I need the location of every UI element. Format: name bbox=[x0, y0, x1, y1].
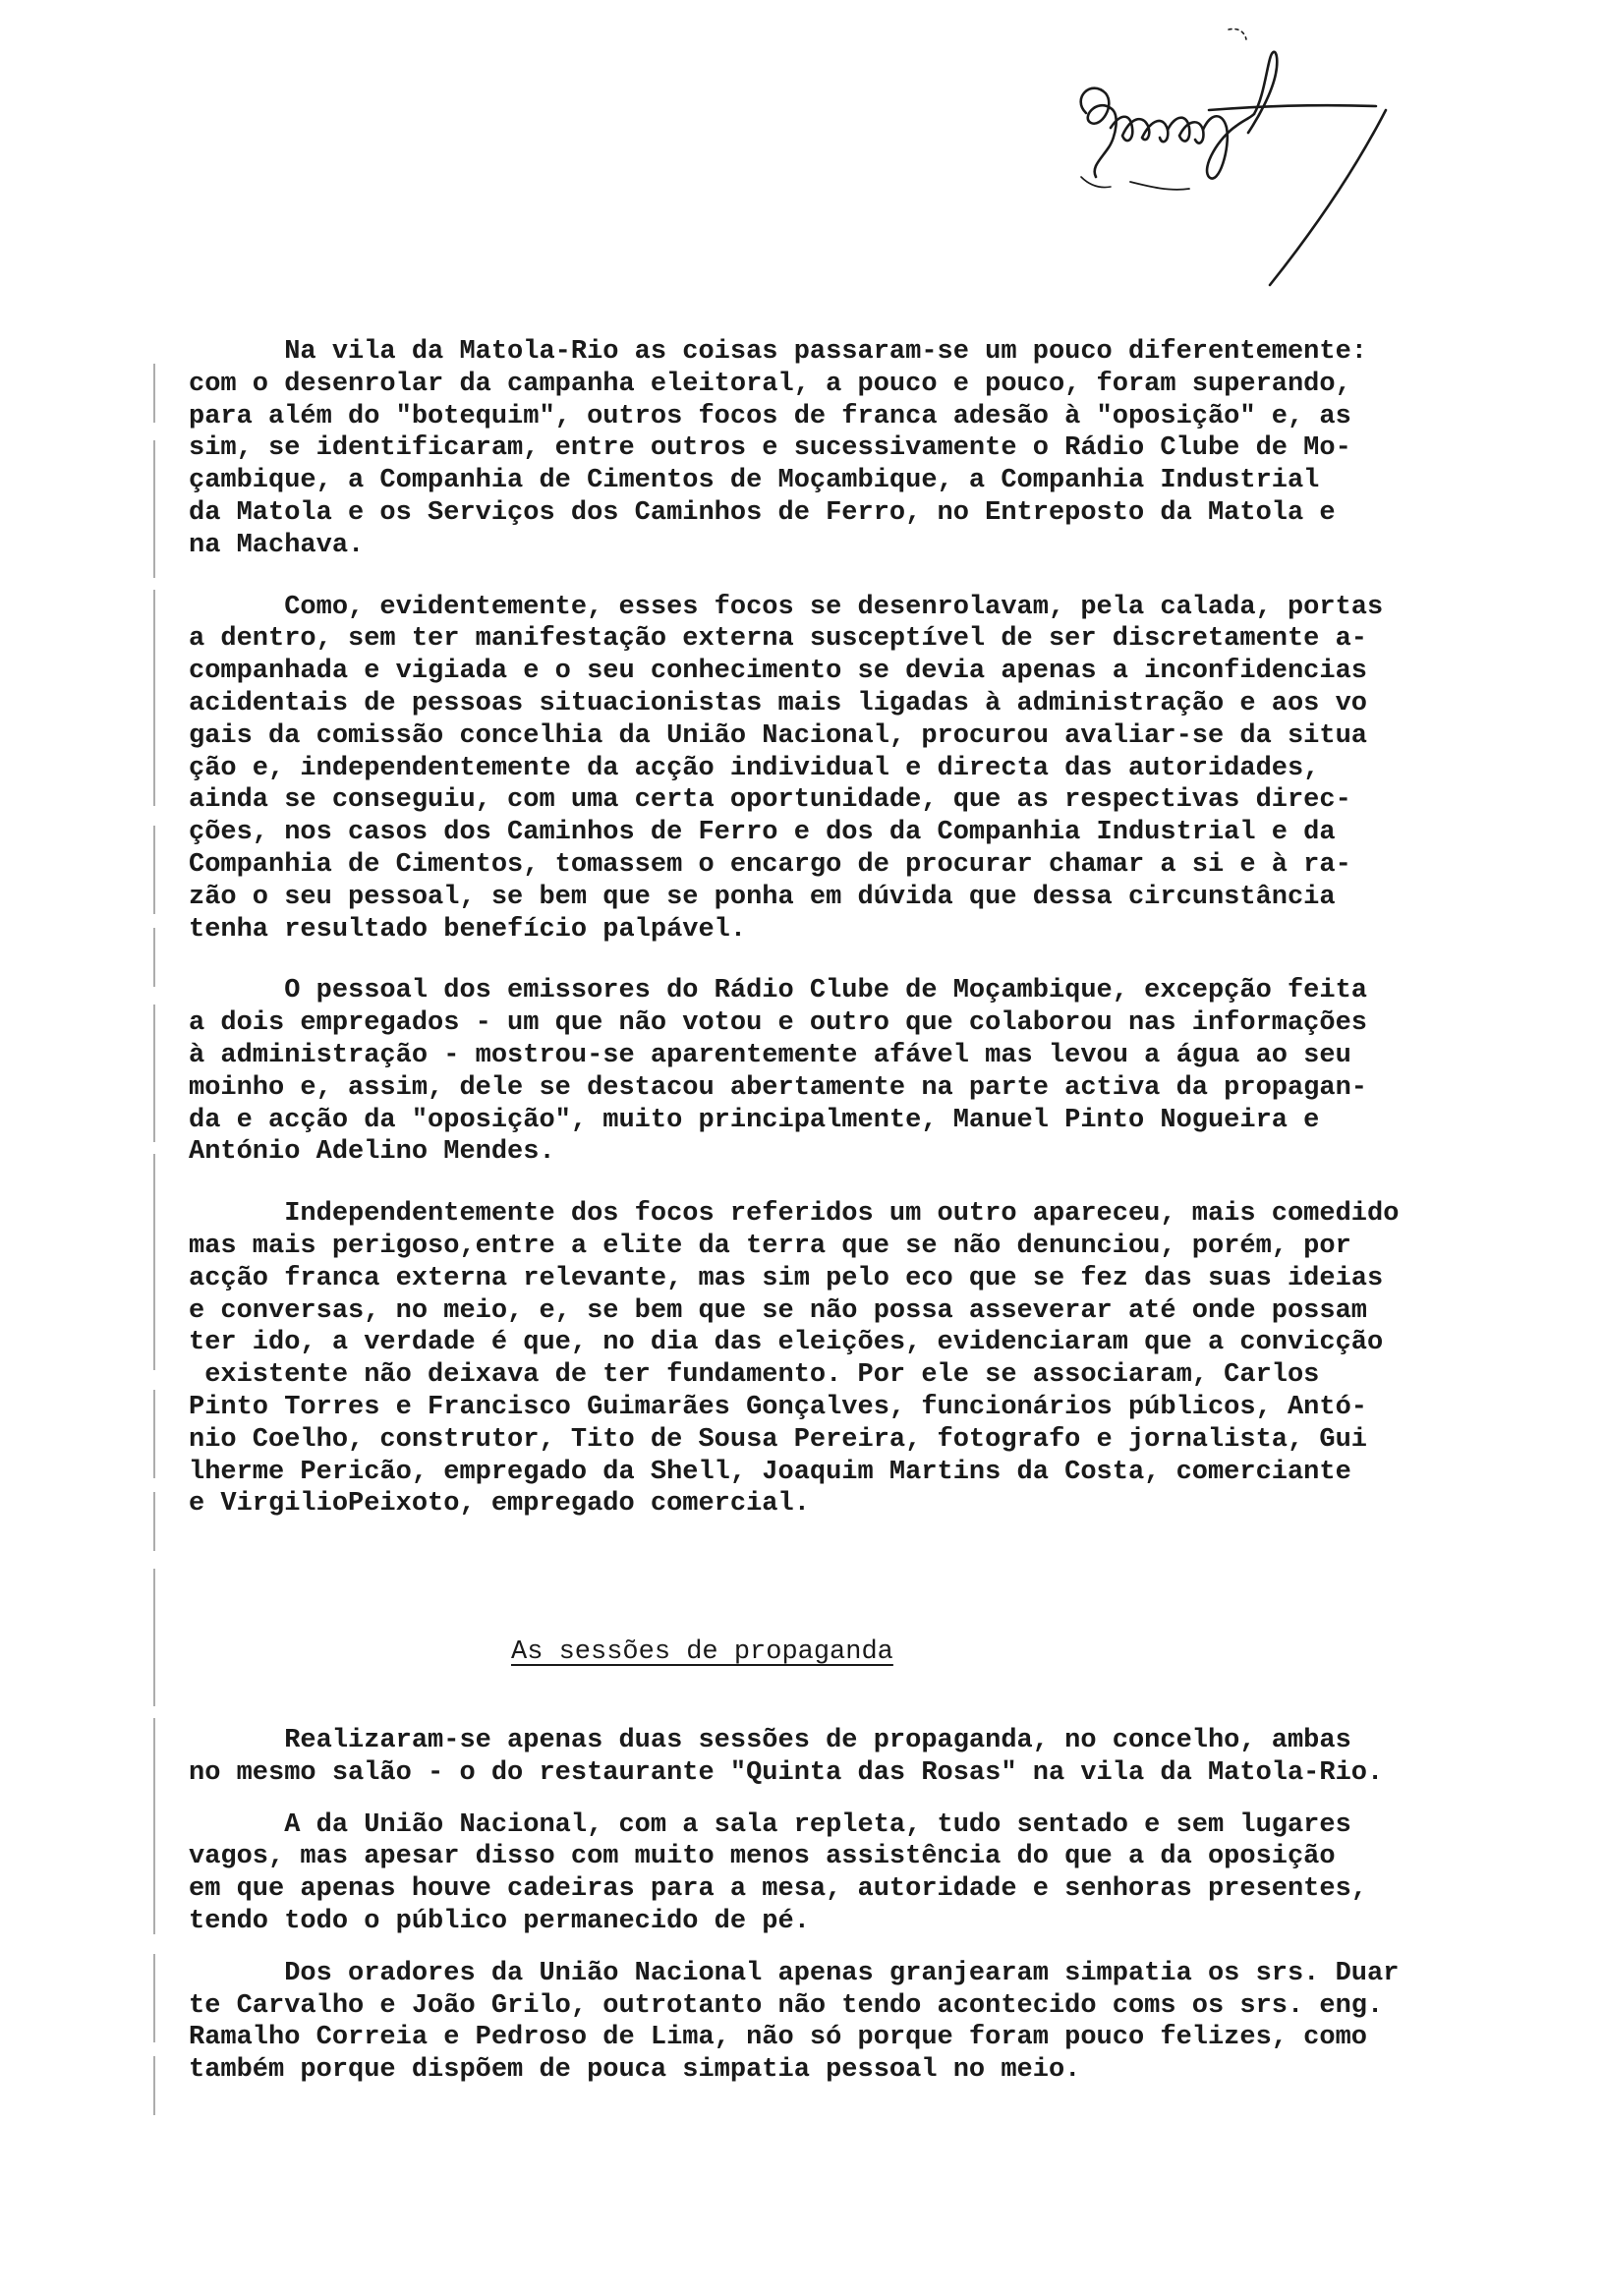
text-line: mas mais perigoso,entre a elite da terra que se não denunciou, porém, por bbox=[189, 1231, 1351, 1261]
text-line: para além do "botequim", outros focos de franca adesão à "oposição" e, as bbox=[189, 401, 1351, 431]
margin-rule bbox=[153, 364, 155, 2133]
text-line: A da União Nacional, com a sala repleta, tudo sentado e sem lugares bbox=[189, 1809, 1351, 1840]
paragraph-elite bbox=[189, 1198, 1407, 1521]
text-line: ter ido, a verdade é que, no dia das eleições, evidenciaram que a convicção bbox=[189, 1328, 1384, 1358]
text-line: tenha resultado benefício palpável. bbox=[189, 914, 747, 945]
text-line: sim, se identificaram, entre outros e sucessivamente o Rádio Clube de Mo- bbox=[189, 433, 1351, 464]
paragraph-matola-rio bbox=[189, 336, 1407, 562]
text-line: também porque dispõem de pouca simpatia pessoal no meio. bbox=[189, 2055, 1081, 2086]
text-line: em que apenas houve cadeiras para a mesa, autoridade e senhoras presentes, bbox=[189, 1874, 1367, 1905]
text-line: Dos oradores da União Nacional apenas granjearam simpatia os srs. Duar bbox=[189, 1958, 1400, 1988]
text-line: çambique, a Companhia de Cimentos de Moçambique, a Companhia Industrial bbox=[189, 466, 1320, 496]
body-text-top bbox=[189, 336, 1407, 1550]
section-heading: As sessões de propaganda bbox=[511, 1637, 893, 1667]
text-line: da Matola e os Serviços dos Caminhos de Ferro, no Entreposto da Matola e bbox=[189, 497, 1336, 528]
text-line: na Machava. bbox=[189, 530, 365, 560]
text-line: à administração - mostrou-se aparentemente afável mas levou a água ao seu bbox=[189, 1040, 1351, 1070]
paragraph-radio-clube bbox=[189, 975, 1407, 1169]
text-line: a dentro, sem ter manifestação externa susceptível de ser discretamente a- bbox=[189, 624, 1367, 655]
text-line: e conversas, no meio, e, se bem que se não possa asseverar até onde possam bbox=[189, 1295, 1367, 1326]
text-line: te Carvalho e João Grilo, outrotanto não tendo acontecido coms os srs. eng. bbox=[189, 1990, 1384, 2021]
text-line: e VirgilioPeixoto, empregado comercial. bbox=[189, 1489, 810, 1520]
paragraph-focos bbox=[189, 592, 1407, 947]
text-line: Como, evidentemente, esses focos se desenrolavam, pela calada, portas bbox=[189, 592, 1384, 622]
svg-text:Aparício: Aparício bbox=[1061, 20, 1066, 21]
text-line: com o desenrolar da campanha eleitoral, a pouco e pouco, foram superando, bbox=[189, 369, 1351, 399]
text-line: Realizaram-se apenas duas sessões de propaganda, no concelho, ambas bbox=[189, 1726, 1351, 1755]
text-line: zão o seu pessoal, se bem que se ponha em dúvida que dessa circunstância bbox=[189, 882, 1336, 912]
text-line: existente não deixava de ter fundamento. Por ele se associaram, Carlos bbox=[189, 1360, 1320, 1391]
text-line: ção e, independentemente da acção individual e directa das autoridades, bbox=[189, 753, 1320, 783]
paragraph-oradores bbox=[189, 1958, 1407, 2087]
paragraph-sessoes bbox=[189, 1725, 1407, 1790]
text-line: Ramalho Correia e Pedroso de Lima, não só porque foram pouco felizes, como bbox=[189, 2023, 1367, 2053]
text-line: a dois empregados - um que não votou e outro que colaborou nas informações bbox=[189, 1008, 1367, 1039]
text-line: moinho e, assim, dele se destacou abertamente na parte activa da propagan- bbox=[189, 1072, 1367, 1103]
text-line: ainda se conseguiu, com uma certa oportunidade, que as respectivas direc- bbox=[189, 785, 1351, 816]
text-line: lherme Pericão, empregado da Shell, Joaquim Martins da Costa, comerciante bbox=[189, 1457, 1351, 1487]
handwritten-signature bbox=[1061, 20, 1415, 305]
text-line: António Adelino Mendes. bbox=[189, 1137, 555, 1168]
text-line: Pinto Torres e Francisco Guimarães Gonçalves, funcionários públicos, Antó- bbox=[189, 1392, 1367, 1422]
text-line: ções, nos casos dos Caminhos de Ferro e dos da Companhia Industrial e da bbox=[189, 818, 1336, 848]
text-line: vagos, mas apesar disso com muito menos assistência do que a da oposição bbox=[189, 1842, 1336, 1872]
text-line: Na vila da Matola-Rio as coisas passaram-se um pouco diferentemente: bbox=[189, 337, 1367, 367]
text-line: da e acção da "oposição", muito principalmente, Manuel Pinto Nogueira e bbox=[189, 1105, 1320, 1135]
text-line: acção franca externa relevante, mas sim pelo eco que se fez das suas ideias bbox=[189, 1263, 1384, 1293]
paragraph-uniao-nacional bbox=[189, 1809, 1407, 1938]
text-line: tendo todo o público permanecido de pé. bbox=[189, 1906, 810, 1936]
text-line: Independentemente dos focos referidos um outro apareceu, mais comedido bbox=[189, 1199, 1400, 1230]
text-line: Companhia de Cimentos, tomassem o encargo de procurar chamar a si e à ra- bbox=[189, 849, 1351, 880]
text-line: nio Coelho, construtor, Tito de Sousa Pereira, fotografo e jornalista, Gui bbox=[189, 1424, 1367, 1455]
text-line: gais da comissão concelhia da União Nacional, procurou avaliar-se da situa bbox=[189, 720, 1367, 751]
body-text-bottom bbox=[189, 1725, 1407, 2116]
text-line: no mesmo salão - o do restaurante "Quinta das Rosas" na vila da Matola-Rio. bbox=[189, 1757, 1384, 1788]
text-line: companhada e vigiada e o seu conhecimento se devia apenas a inconfidencias bbox=[189, 657, 1367, 687]
text-line: acidentais de pessoas situacionistas mais ligadas à administração e aos vo bbox=[189, 688, 1367, 718]
text-line: O pessoal dos emissores do Rádio Clube de Moçambique, excepção feita bbox=[189, 976, 1367, 1006]
